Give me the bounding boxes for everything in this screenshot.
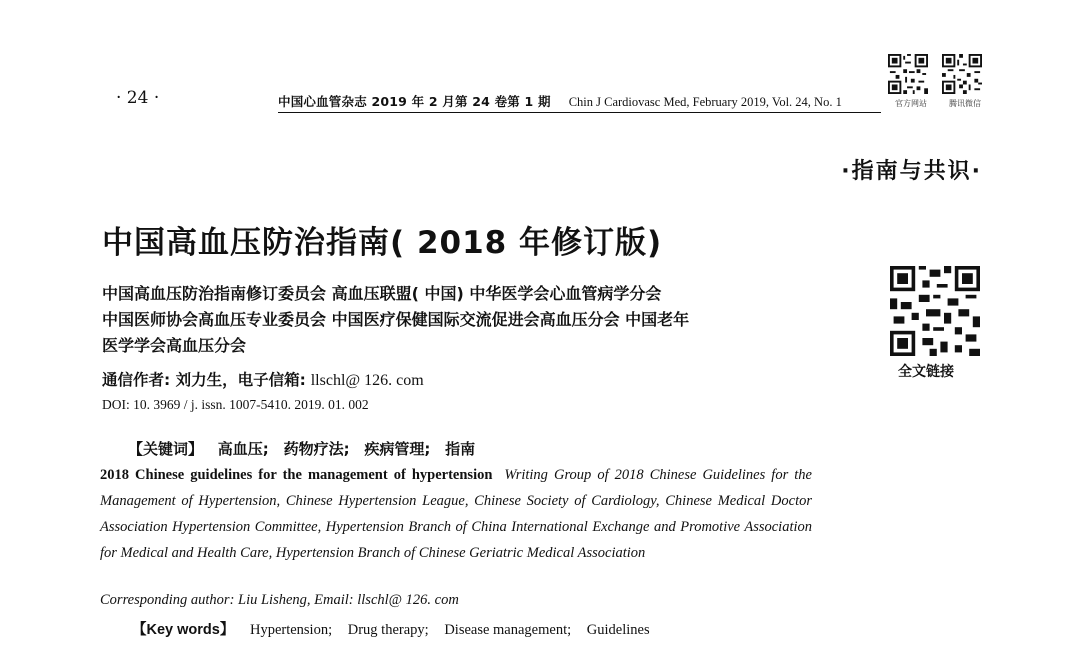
author-line-2: 中国医师协会高血压专业委员会 中国医疗保健国际交流促进会高血压分会 中国老年 (102, 310, 690, 329)
keyword-en: Disease management; (444, 622, 572, 638)
keywords-cn-label: 【关键词】 (128, 440, 204, 458)
qr-code-icon (942, 54, 982, 94)
keywords-cn (128, 438, 475, 459)
keyword-en: Drug therapy; (347, 622, 429, 638)
journal-name-en: Chin J Cardiovasc Med, February 2019, Vol. 24, No. 1 (568, 95, 842, 109)
author-line-1: 中国高血压防治指南修订委员会 高血压联盟( 中国) 中华医学会心血管病学分会 (102, 284, 662, 303)
journal-name-cn: 中国心血管杂志 2019 年 2 月第 24 卷第 1 期 (278, 94, 551, 109)
section-tag: ·指南与共识· (841, 159, 982, 184)
english-author-group: Writing Group of 2018 Chinese Guidelines for the Management of Hypertension, Chinese Hypertension League, Chinese Society of Cardiology, Chinese Medical Doctor Association Hypertension Committee, Hypertension Branch of China International Exchange and Promotive Association for Medical and Health Care, Hypertension Branch of Chinese Geriatric Medical Association (100, 467, 812, 561)
keywords-en (132, 618, 650, 639)
page-number: · 24 · (116, 88, 160, 108)
keyword-cn: 指南 (445, 440, 476, 458)
keyword-cn: 药物疗法; (283, 440, 350, 458)
qr-fulltext-icon[interactable] (890, 266, 980, 356)
author-line-3: 医学学会高血压分会 (102, 336, 247, 355)
keyword-en: Guidelines (586, 622, 650, 638)
english-corresponding-author: Corresponding author: Liu Lisheng, Email: llschl@ 126. com (100, 592, 459, 608)
qr-official-site[interactable] (888, 54, 934, 109)
qr-code-icon (888, 54, 928, 94)
english-title-block (100, 462, 812, 566)
journal-running-header (278, 92, 881, 113)
keyword-cn: 疾病管理; (364, 440, 431, 458)
keywords-en-label: 【Key words】 (132, 622, 235, 638)
corresponding-author (102, 368, 424, 390)
qr-caption-wechat: 腾讯微信 (949, 99, 981, 108)
qr-fulltext-caption: 全文链接 (898, 364, 954, 380)
corresponding-email[interactable]: llschl@ 126. com (310, 372, 424, 389)
doi[interactable]: DOI: 10. 3969 / j. issn. 1007-5410. 2019. 01. 002 (102, 397, 369, 412)
keyword-cn: 高血压; (217, 440, 269, 458)
qr-caption-official: 官方网站 (895, 99, 927, 108)
keyword-en: Hypertension; (249, 622, 333, 638)
qr-wechat[interactable] (942, 54, 988, 109)
english-title: 2018 Chinese guidelines for the management of hypertension (100, 467, 493, 483)
article-title: 中国高血压防治指南( 2018 年修订版) (102, 225, 663, 261)
corresponding-label: 通信作者: 刘力生，电子信箱: (102, 371, 306, 389)
